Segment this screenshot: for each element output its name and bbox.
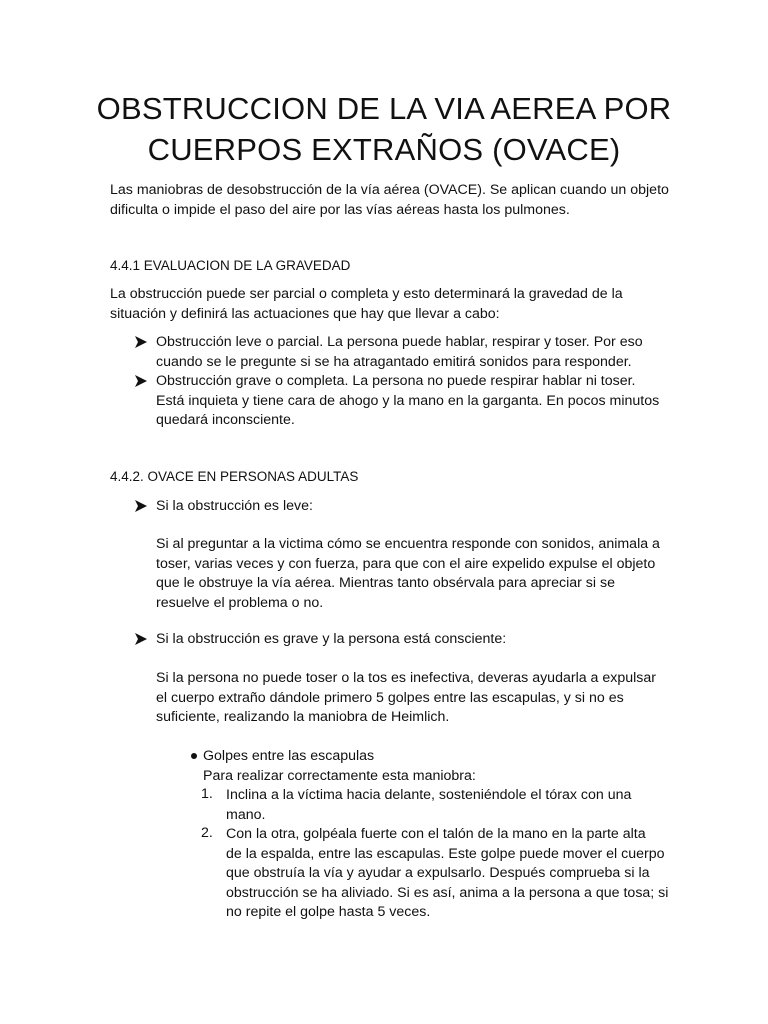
bullet-dot-icon bbox=[191, 753, 197, 759]
case2-paragraph bbox=[156, 669, 656, 728]
step-number: 2. bbox=[201, 825, 213, 841]
step-number: 1. bbox=[201, 786, 213, 802]
sub-bullet-intro: Para realizar correctamente esta maniobra: bbox=[203, 767, 476, 784]
case2-line: Si la persona no puede toser o la tos es inefectiva, deveras ayudarla a expulsar bbox=[156, 670, 657, 686]
list-item-line: Obstrucción grave o completa. La persona no puede respirar hablar ni toser. bbox=[156, 373, 636, 389]
list-item-line: quedará inconsciente. bbox=[156, 412, 295, 429]
step-line: que obstruía la vía y ayudar a expulsarlo. Después comprueba si la bbox=[226, 865, 650, 882]
step-line: Inclina a la víctima hacia delante, sosteniéndole el tórax con una bbox=[226, 787, 632, 803]
step-1-text bbox=[226, 786, 631, 825]
case1-line: Si al preguntar a la victima cómo se encuentra responde con sonidos, animala a bbox=[156, 536, 660, 552]
section1-para-line-2: situación y definirá las actuaciones que hay que llevar a cabo: bbox=[110, 305, 500, 322]
step-line: obstrucción se ha aliviado. Si es así, anima a la persona a que tosa; si bbox=[226, 884, 669, 901]
list-item-line: Está inquieta y tiene cara de ahogo y la mano en la garganta. En pocos minutos bbox=[156, 392, 660, 409]
case1-paragraph bbox=[156, 535, 660, 613]
section-heading-4-4-1: 4.4.1 EVALUACION DE LA GRAVEDAD bbox=[110, 258, 351, 273]
case1-line: resuelve el problema o no. bbox=[156, 594, 324, 611]
case2-line: suficiente, realizando la maniobra de Heimlich. bbox=[156, 709, 450, 726]
case-label-text: Si la obstrucción es leve: bbox=[156, 498, 313, 514]
section1-para-line-1: La obstrucción puede ser parcial o completa y esto determinará la gravedad de la bbox=[110, 286, 623, 302]
arrowhead-bullet-icon bbox=[134, 374, 148, 388]
arrowhead-bullet-icon bbox=[134, 499, 148, 513]
case-label-text: Si la obstrucción es grave y la persona está consciente: bbox=[156, 631, 507, 647]
title-line-1: OBSTRUCCION DE LA VIA AEREA POR bbox=[96, 91, 672, 126]
step-line: de la espalda, entre las escapulas. Este golpe puede mover el cuerpo bbox=[226, 845, 665, 862]
intro-line-1: Las maniobras de desobstrucción de la vía aérea (OVACE). Se aplican cuando un objeto bbox=[110, 182, 669, 198]
section1-paragraph bbox=[110, 285, 623, 324]
title-line-2: CUERPOS EXTRAÑOS (OVACE) bbox=[147, 132, 621, 167]
section-heading-4-4-2: 4.4.2. OVACE EN PERSONAS ADULTAS bbox=[110, 469, 359, 484]
step-line: Con la otra, golpéala fuerte con el talón de la mano en la parte alta bbox=[226, 826, 646, 842]
intro-paragraph bbox=[110, 181, 669, 220]
page-title bbox=[0, 88, 768, 170]
step-2-text bbox=[226, 825, 668, 923]
arrowhead-bullet-icon bbox=[134, 632, 148, 646]
case1-line: que le obstruye la vía aérea. Mientras tanto obsérvala para apreciar si se bbox=[156, 575, 615, 592]
case1-line: toser, varias veces y con fuerza, para que con el aire expelido expulse el objeto bbox=[156, 555, 656, 572]
intro-line-2: dificulta o impide el paso del aire por las vías aéreas hasta los pulmones. bbox=[110, 201, 570, 218]
sub-bullet-label: Golpes entre las escapulas bbox=[203, 748, 375, 764]
step-line: no repite el golpe hasta 5 veces. bbox=[226, 904, 431, 921]
list-item-line: cuando se le pregunte si se ha atragantado emitirá sonidos para responder. bbox=[156, 353, 632, 370]
case2-line: el cuerpo extraño dándole primero 5 golpes entre las escapulas, y si no es bbox=[156, 689, 624, 706]
list-item-line: Obstrucción leve o parcial. La persona puede hablar, respirar y toser. Por eso bbox=[156, 334, 643, 350]
arrowhead-bullet-icon bbox=[134, 335, 148, 349]
sub-bullet bbox=[203, 747, 476, 786]
step-line: mano. bbox=[226, 806, 266, 823]
